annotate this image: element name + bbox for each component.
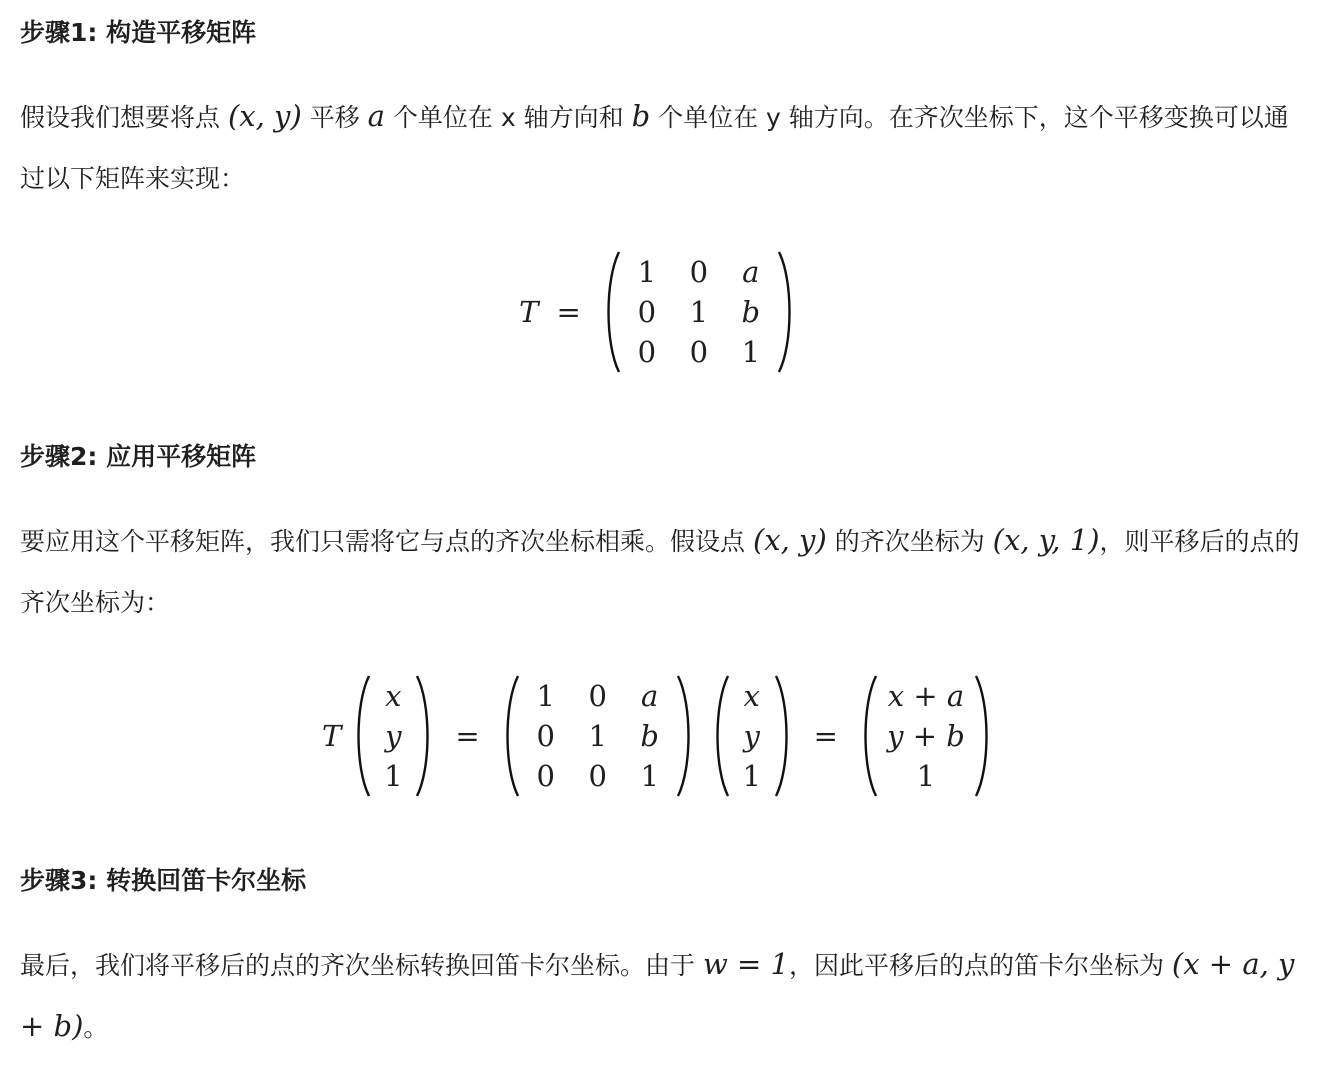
step2-text-3: ，则平移后的点的齐次坐标为： — [20, 527, 1300, 617]
vector-cell: 1 — [742, 759, 761, 793]
matrix-cell: a — [641, 679, 659, 713]
math-point: (x, y) — [227, 99, 302, 133]
matrix-T — [502, 674, 694, 798]
math-point: (x, y) — [752, 523, 827, 557]
matrix-cell: 0 — [588, 759, 607, 793]
result-vector — [860, 674, 992, 798]
matrix-cell: 1 — [689, 295, 709, 329]
left-paren-icon — [353, 674, 371, 798]
vector-xy1-second — [712, 674, 792, 798]
left-paren-icon — [860, 674, 878, 798]
matrix-cell: 1 — [588, 719, 607, 753]
left-paren-icon — [603, 250, 621, 374]
translation-matrix-equation — [0, 250, 1318, 374]
right-paren-icon — [974, 674, 992, 798]
matrix-multiplication-equation — [0, 674, 1318, 798]
left-paren-icon — [502, 674, 520, 798]
eq-equals: = — [556, 295, 581, 329]
left-paren-icon — [712, 674, 730, 798]
step2-text-1: 要应用这个平移矩阵，我们只需将它与点的齐次坐标相乘。假设点 — [20, 527, 753, 556]
step1-text-1: 假设我们想要将点 — [20, 103, 228, 132]
matrix-cell: a — [742, 255, 760, 289]
eq-equals: = — [455, 719, 480, 753]
result-cell: x + a — [887, 679, 965, 713]
right-paren-icon — [777, 250, 795, 374]
step3-text-3: 。 — [83, 1013, 109, 1042]
step3-paragraph — [20, 934, 1305, 1058]
step2-heading: 步骤2: 应用平移矩阵 — [20, 442, 257, 471]
right-paren-icon — [676, 674, 694, 798]
step1-text-2: 平移 — [301, 103, 368, 132]
matrix-cell: b — [741, 295, 761, 329]
matrix-cell: 0 — [536, 719, 555, 753]
matrix-cell: 0 — [588, 679, 607, 713]
matrix-cell: 1 — [640, 759, 659, 793]
step2-text-2: 的齐次坐标为 — [826, 527, 993, 556]
matrix-cell: 0 — [536, 759, 555, 793]
math-w-equals-1: w = 1 — [702, 947, 789, 981]
math-b: b — [631, 99, 651, 133]
matrix-cell: 0 — [637, 335, 657, 369]
vector-xy1 — [353, 674, 433, 798]
eq-lhs-T: T — [519, 295, 539, 329]
right-paren-icon — [415, 674, 433, 798]
step3-heading: 步骤3: 转换回笛卡尔坐标 — [20, 866, 307, 895]
matrix-cell: 0 — [637, 295, 657, 329]
step1-paragraph — [20, 86, 1305, 209]
step3-text-2: ，因此平移后的点的笛卡尔坐标为 — [788, 951, 1172, 980]
right-paren-icon — [774, 674, 792, 798]
matrix-cell: 0 — [689, 335, 709, 369]
matrix-cell: 1 — [637, 255, 657, 289]
vector-cell: x — [743, 679, 760, 713]
matrix-cell: 0 — [689, 255, 709, 289]
vector-cell: y — [743, 719, 760, 753]
vector-cell: x — [385, 679, 402, 713]
matrix-cell: 1 — [741, 335, 761, 369]
matrix-cell: 1 — [536, 679, 555, 713]
vector-cell: 1 — [384, 759, 403, 793]
result-cell: y + b — [887, 719, 965, 753]
vector-cell: y — [385, 719, 402, 753]
matrix-T — [603, 250, 795, 374]
step3-text-1: 最后，我们将平移后的点的齐次坐标转换回笛卡尔坐标。由于 — [20, 951, 703, 980]
math-result-point: (x + a, y + b) — [20, 947, 1295, 1043]
result-cell: 1 — [916, 759, 936, 793]
eq-equals: = — [813, 719, 838, 753]
math-a: a — [367, 99, 385, 133]
matrix-cell: b — [640, 719, 659, 753]
eq-T: T — [322, 719, 342, 753]
step1-text-4: 个单位在 y 轴方向。在齐次坐标下，这个平移变换可以通过以下矩阵来实现： — [20, 103, 1289, 193]
math-homog-point: (x, y, 1) — [992, 523, 1100, 557]
step1-heading: 步骤1: 构造平移矩阵 — [20, 18, 257, 47]
step2-paragraph — [20, 510, 1305, 633]
step1-text-3: 个单位在 x 轴方向和 — [384, 103, 632, 132]
